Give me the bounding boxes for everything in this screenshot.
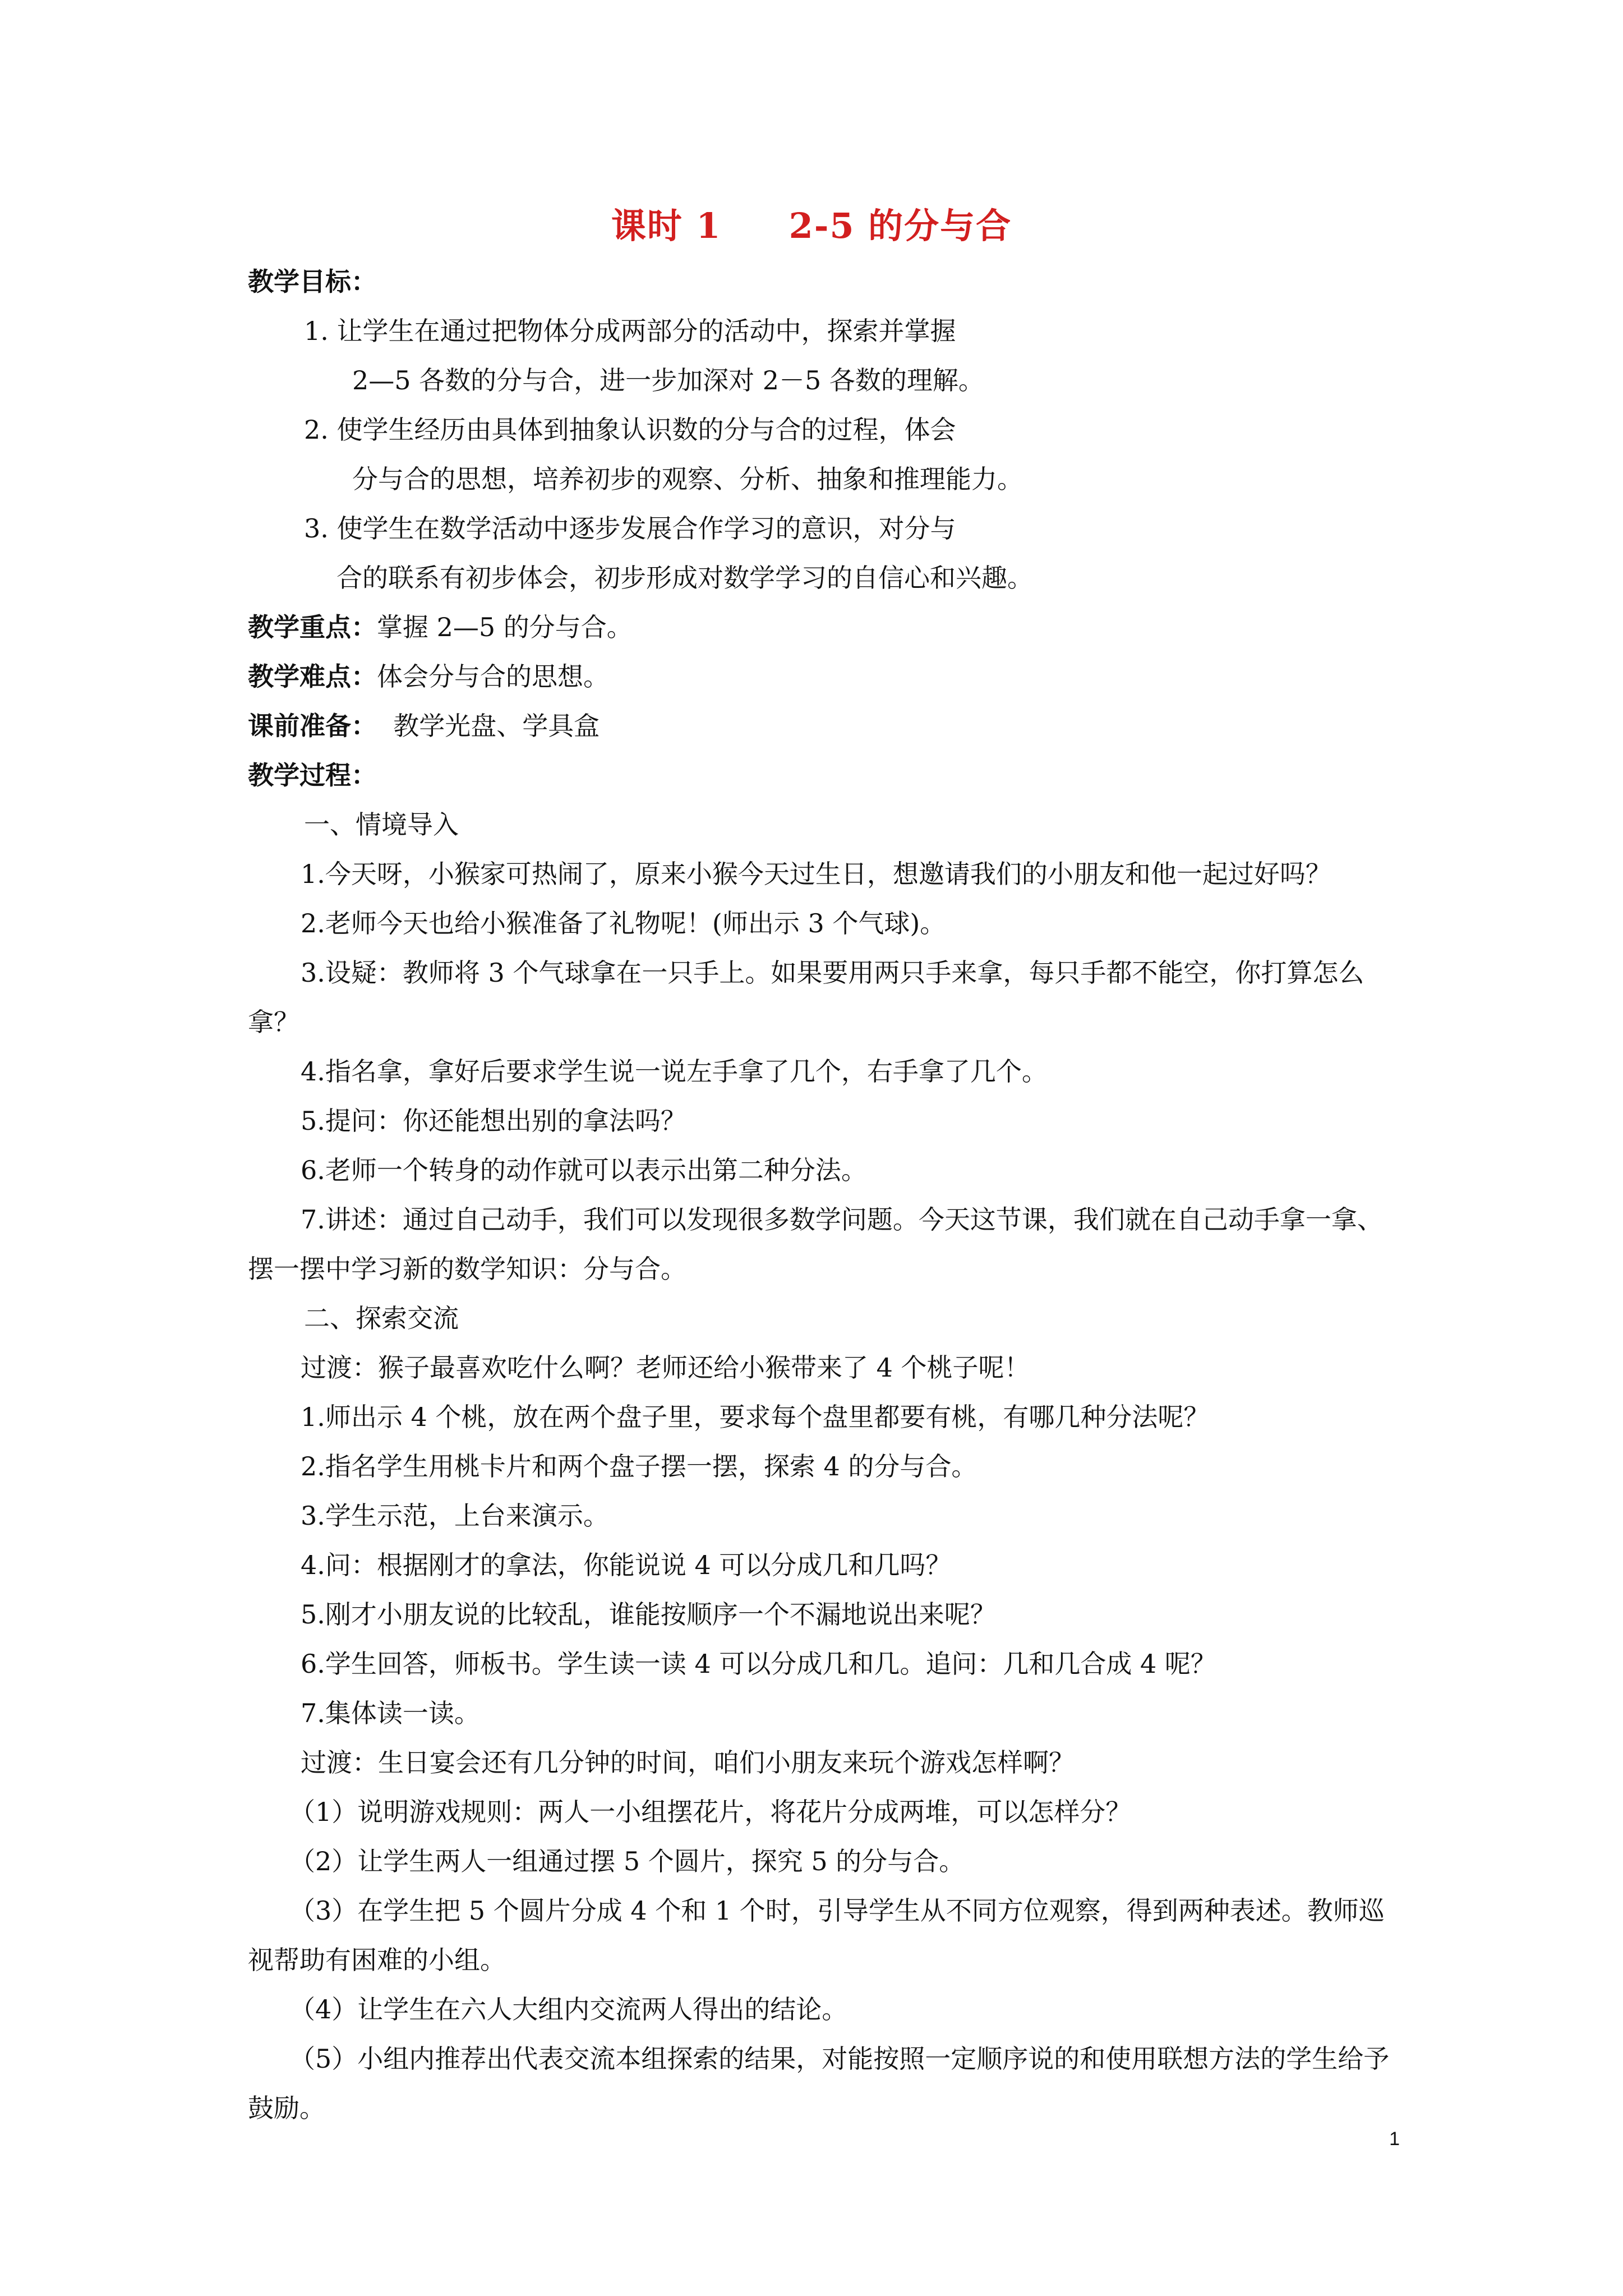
- section-1-item-3: 3.设疑：教师将 3 个气球拿在一只手上。如果要用两只手来拿，每只手都不能空，你打算怎么拿？: [248, 958, 1364, 1037]
- section-2-item-5: 5.刚才小朋友说的比较乱，谁能按顺序一个不漏地说出来呢？: [301, 1599, 996, 1630]
- section-2-item-3: 3.学生示范，上台来演示。: [301, 1501, 609, 1531]
- key-point-label: 教学重点：: [248, 612, 377, 642]
- section-1-item-7: 7.讲述：通过自己动手，我们可以发现很多数学问题。今天这节课，我们就在自己动手拿一拿、摆一摆中学习新的数学知识：分与合。: [248, 1204, 1383, 1284]
- section-2-transition-1: 过渡：猴子最喜欢吃什么啊？老师还给小猴带来了 4 个桃子呢！: [301, 1352, 1030, 1383]
- title-lesson-number: 课时 1: [611, 205, 722, 246]
- objective-2-line1: 2. 使学生经历由具体到抽象认识数的分与合的过程，体会: [304, 415, 956, 445]
- section-2-title: 二、探索交流: [304, 1303, 459, 1333]
- process-heading: 教学过程：: [248, 760, 377, 790]
- objectives-heading: 教学目标：: [248, 266, 377, 297]
- section-2-item-2: 2.指名学生用桃卡片和两个盘子摆一摆，探索 4 的分与合。: [301, 1451, 978, 1481]
- section-2-step-2: （2）让学生两人一组通过摆 5 个圆片，探究 5 的分与合。: [289, 1846, 965, 1876]
- key-point: [248, 602, 1392, 652]
- section-2-item-1: 1.师出示 4 个桃，放在两个盘子里，要求每个盘里都要有桃，有哪几种分法呢？: [301, 1402, 1210, 1432]
- section-1-item-2: 2.老师今天也给小猴准备了礼物呢！(师出示 3 个气球)。: [301, 908, 946, 938]
- section-2-item-7: 7.集体读一读。: [301, 1698, 480, 1728]
- objective-2-line2: 分与合的思想，培养初步的观察、分析、抽象和推理能力。: [352, 464, 1023, 494]
- title-topic: 2-5 的分与合: [789, 205, 1012, 246]
- section-2-step-5: （5）小组内推荐出代表交流本组探索的结果，对能按照一定顺序说的和使用联想方法的学生给予鼓励。: [248, 2044, 1390, 2123]
- preparation: [248, 701, 1392, 751]
- section-1-item-4: 4.指名拿，拿好后要求学生说一说左手拿了几个，右手拿了几个。: [301, 1056, 1048, 1087]
- lesson-title: [0, 201, 1623, 251]
- objective-3-line2: 合的联系有初步体会，初步形成对数学学习的自信心和兴趣。: [336, 563, 1033, 593]
- difficulty-text: 体会分与合的思想。: [377, 661, 609, 692]
- section-2-transition-2: 过渡：生日宴会还有几分钟的时间，咱们小朋友来玩个游戏怎样啊？: [301, 1747, 1075, 1778]
- objective-3-line1: 3. 使学生在数学活动中逐步发展合作学习的意识，对分与: [304, 513, 956, 544]
- difficulty: [248, 652, 1392, 701]
- section-2-step-4: （4）让学生在六人大组内交流两人得出的结论。: [289, 1994, 848, 2024]
- lesson-body: [248, 257, 1392, 2133]
- section-1-item-1: 1.今天呀，小猴家可热闹了，原来小猴今天过生日，想邀请我们的小朋友和他一起过好吗？: [301, 859, 1331, 889]
- section-2-item-6: 6.学生回答，师板书。学生读一读 4 可以分成几和几。追问：几和几合成 4 呢？: [301, 1649, 1216, 1679]
- section-2-step-3: （3）在学生把 5 个圆片分成 4 个和 1 个时，引导学生从不同方位观察，得到两种表述。教师巡视帮助有困难的小组。: [248, 1895, 1385, 1975]
- section-1-title: 一、情境导入: [304, 809, 459, 840]
- objective-1-line2: 2—5 各数的分与合，进一步加深对 2－5 各数的理解。: [352, 365, 984, 395]
- key-point-text: 掌握 2—5 的分与合。: [377, 612, 633, 642]
- preparation-text: 教学光盘、学具盒: [377, 711, 600, 741]
- section-1-item-6: 6.老师一个转身的动作就可以表示出第二种分法。: [301, 1155, 867, 1185]
- preparation-label: 课前准备：: [248, 711, 377, 741]
- section-2-step-1: （1）说明游戏规则：两人一小组摆花片，将花片分成两堆，可以怎样分？: [289, 1797, 1132, 1827]
- page-number: 1: [1389, 2128, 1400, 2150]
- objective-1-line1: 1. 让学生在通过把物体分成两部分的活动中，探索并掌握: [304, 316, 956, 346]
- section-2-item-4: 4.问：根据刚才的拿法，你能说说 4 可以分成几和几吗？: [301, 1550, 952, 1580]
- difficulty-label: 教学难点：: [248, 661, 377, 692]
- section-1-item-5: 5.提问：你还能想出别的拿法吗？: [301, 1106, 686, 1136]
